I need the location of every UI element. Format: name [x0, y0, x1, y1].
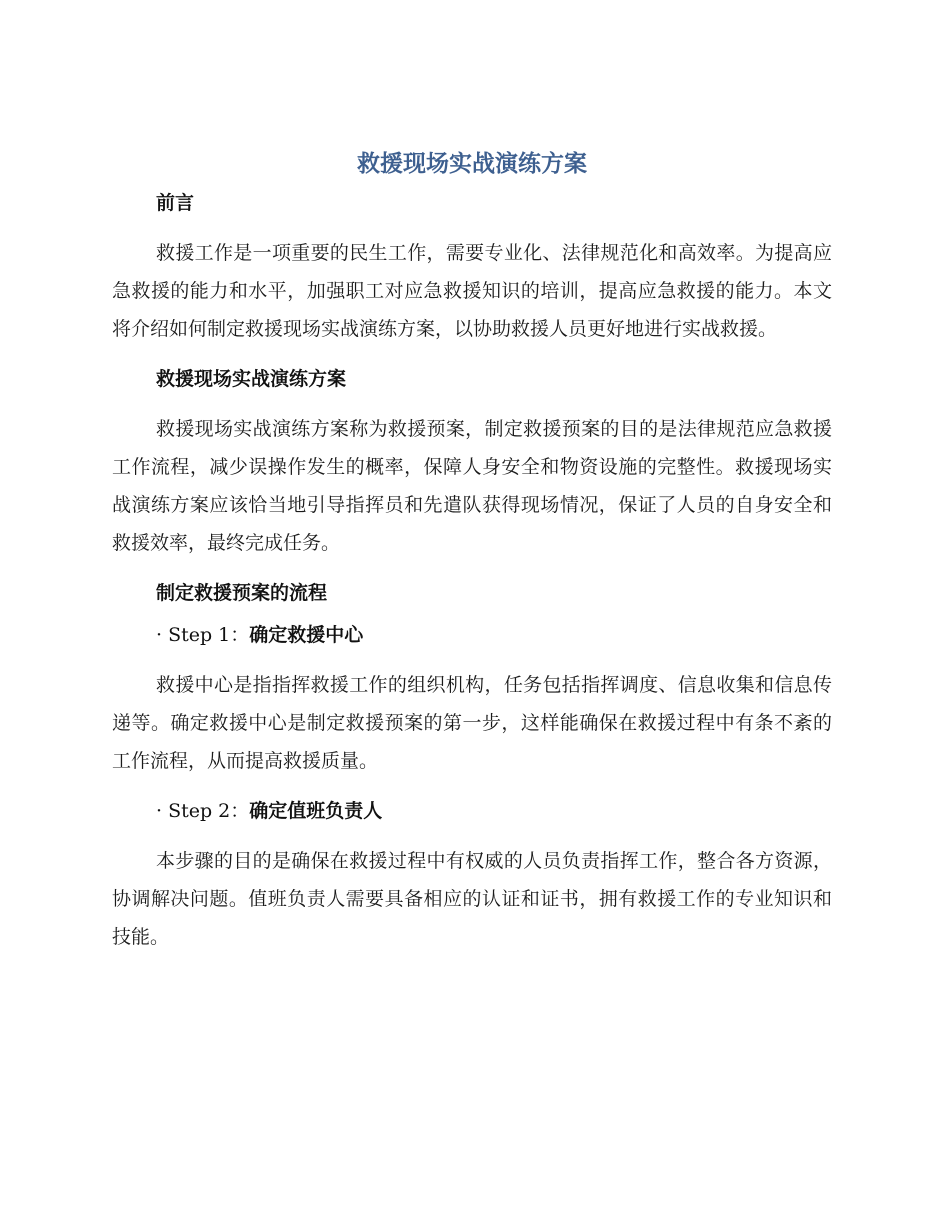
document-body — [112, 146, 832, 956]
document-title: 救援现场实战演练方案 — [357, 151, 587, 177]
paragraph-step-2: 本步骤的目的是确保在救援过程中有权威的人员负责指挥工作，整合各方资源，协调解决问题。值班负责人需要具备相应的认证和证书，拥有救援工作的专业知识和技能。 — [112, 850, 832, 948]
paragraph-preface: 救援工作是一项重要的民生工作，需要专业化、法律规范化和高效率。为提高应急救援的能力和水平，加强职工对应急救援知识的培训，提高应急救援的能力。本文将介绍如何制定救援现场实战演练方案，以协助救援人员更好地进行实战救援。 — [112, 242, 832, 340]
heading-plan: 救援现场实战演练方案 — [156, 368, 347, 390]
step-1-heading — [112, 620, 832, 650]
paragraph-step-1: 救援中心是指指挥救援工作的组织机构，任务包括指挥调度、信息收集和信息传递等。确定救援中心是制定救援预案的第一步，这样能确保在救援过程中有条不紊的工作流程，从而提高救援质量。 — [112, 674, 832, 772]
step-2-prefix: · Step 2： — [156, 800, 250, 822]
heading-process: 制定救援预案的流程 — [156, 582, 328, 604]
paragraph-plan: 救援现场实战演练方案称为救援预案，制定救援预案的目的是法律规范应急救援工作流程，减少误操作发生的概率，保障人身安全和物资设施的完整性。救援现场实战演练方案应该恰当地引导指挥员和先遣队获得现场情况，保证了人员的自身安全和救援效率，最终完成任务。 — [112, 418, 832, 554]
step-1-name: 确定救援中心 — [249, 624, 364, 646]
heading-preface: 前言 — [156, 192, 195, 214]
step-1-prefix: · Step 1： — [156, 624, 250, 646]
step-2-name: 确定值班负责人 — [249, 800, 383, 822]
step-2-heading — [112, 796, 832, 826]
